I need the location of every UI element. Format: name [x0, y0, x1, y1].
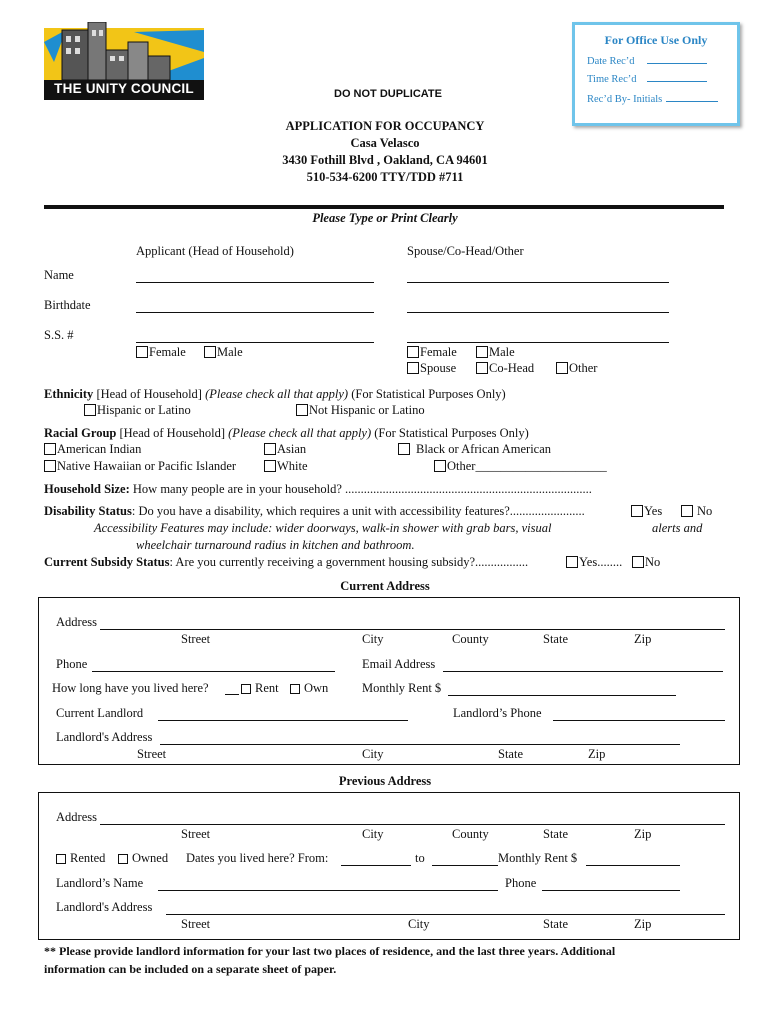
previous-landlord-street-caption: Street	[181, 917, 211, 931]
logo-text: THE UNITY COUNCIL	[54, 81, 194, 96]
ethnicity-qualifier: [Head of Household]	[96, 387, 202, 401]
checkbox[interactable]	[44, 460, 56, 472]
checkbox[interactable]	[632, 556, 644, 568]
current-address-heading: Current Address	[340, 579, 430, 593]
checkbox[interactable]	[681, 505, 693, 517]
household-size-label: Household Size:	[44, 482, 130, 496]
accessibility-note-line1b: alerts and	[652, 521, 703, 535]
asian-label: Asian	[277, 442, 307, 456]
yes-label: Yes	[644, 504, 663, 518]
office-time-label: Time Rec’d	[587, 74, 637, 85]
ethnicity-purpose: (For Statistical Purposes Only)	[351, 387, 506, 401]
subsidy-label: Current Subsidy Status	[44, 555, 170, 569]
office-time-field[interactable]	[587, 73, 707, 85]
checkbox[interactable]	[44, 443, 56, 455]
dates-from-field[interactable]	[341, 865, 411, 866]
other-label: Other	[569, 361, 598, 375]
applicant-column-header: Applicant (Head of Household)	[136, 244, 294, 258]
black-option[interactable]	[398, 442, 551, 457]
checkbox[interactable]	[434, 460, 446, 472]
current-monthly-rent-label: Monthly Rent $	[362, 681, 442, 695]
dates-to-field[interactable]	[432, 865, 498, 866]
previous-landlord-state-caption: State	[543, 917, 568, 931]
checkbox[interactable]	[204, 346, 216, 358]
instruction: Please Type or Print Clearly	[312, 211, 458, 225]
spouse-name-field[interactable]	[407, 282, 669, 283]
previous-phone-field[interactable]	[542, 890, 680, 891]
landlord-state-caption: State	[498, 747, 523, 761]
ss-label: S.S. #	[44, 328, 74, 342]
racial-label: Racial Group	[44, 426, 117, 440]
dates-to-label: to	[415, 851, 425, 865]
cohead-label: Co-Head	[489, 361, 535, 375]
male-label: Male	[489, 345, 515, 359]
other-option[interactable]	[556, 361, 597, 376]
racial-qualifier: [Head of Household]	[119, 426, 226, 440]
office-initials-field[interactable]	[587, 93, 718, 105]
previous-landlord-city-caption: City	[408, 917, 430, 931]
checkbox[interactable]	[136, 346, 148, 358]
previous-address-field[interactable]	[100, 824, 725, 825]
white-label: White	[277, 459, 308, 473]
how-long-label: How long have you lived here?	[52, 681, 209, 695]
checkbox[interactable]	[476, 346, 488, 358]
accessibility-note-line1: Accessibility Features may include: wider doorways, walk-in shower with grab bars, visual	[94, 521, 552, 535]
checkbox[interactable]	[476, 362, 488, 374]
checkbox[interactable]	[398, 443, 410, 455]
female-label: Female	[420, 345, 457, 359]
checkbox[interactable]	[556, 362, 568, 374]
previous-state-caption: State	[543, 827, 568, 841]
landlord-street-caption: Street	[137, 747, 167, 761]
disability-yes-option[interactable]	[631, 504, 662, 519]
previous-street-caption: Street	[181, 827, 211, 841]
current-rent-option[interactable]	[241, 681, 279, 696]
previous-phone-label: Phone	[505, 876, 537, 890]
landlord-zip-caption: Zip	[588, 747, 606, 761]
spouse-label: Spouse	[420, 361, 457, 375]
office-date-field[interactable]	[587, 55, 707, 67]
previous-landlord-address-label: Landlord's Address	[56, 900, 153, 914]
pacific-islander-option[interactable]	[44, 459, 236, 474]
previous-zip-caption: Zip	[634, 827, 652, 841]
office-use-box	[572, 22, 740, 126]
disability-row	[44, 504, 585, 519]
checkbox[interactable]	[241, 684, 251, 694]
checkbox[interactable]	[566, 556, 578, 568]
spouse-ss-field[interactable]	[407, 342, 669, 343]
black-label: Black or African American	[416, 442, 552, 456]
name-label: Name	[44, 268, 74, 282]
office-use-title: For Office Use Only	[604, 33, 708, 47]
white-option[interactable]	[264, 459, 308, 474]
american-indian-option[interactable]	[44, 442, 141, 457]
current-email-label: Email Address	[362, 657, 436, 671]
not-hispanic-option[interactable]	[296, 403, 425, 418]
checkbox[interactable]	[84, 404, 96, 416]
cohead-option[interactable]	[476, 361, 534, 376]
header-divider	[44, 205, 724, 209]
how-long-field[interactable]	[225, 694, 239, 695]
subsidy-no-option[interactable]	[632, 555, 660, 570]
previous-landlord-name-label: Landlord’s Name	[56, 876, 144, 890]
current-county-caption: County	[452, 632, 489, 646]
form-title: APPLICATION FOR OCCUPANCY	[285, 119, 485, 133]
race-other-option[interactable]	[434, 459, 607, 474]
current-state-caption: State	[543, 632, 568, 646]
property-address: 3430 Fothill Blvd , Oakland, CA 94601	[282, 153, 488, 167]
accessibility-note-line2: wheelchair turnaround radius in kitchen and bathroom.	[136, 538, 415, 552]
landlord-address-field[interactable]	[160, 744, 680, 745]
current-own-option[interactable]	[290, 681, 328, 696]
spouse-birthdate-field[interactable]	[407, 312, 669, 313]
ethnicity-label: Ethnicity	[44, 387, 94, 401]
previous-monthly-rent-label: Monthly Rent $	[498, 851, 578, 865]
landlord-phone-label: Landlord’s Phone	[453, 706, 542, 720]
previous-owned-option[interactable]	[118, 851, 168, 866]
checkbox[interactable]	[407, 362, 419, 374]
property-phone: 510-534-6200 TTY/TDD #711	[306, 170, 464, 184]
checkbox[interactable]	[290, 684, 300, 694]
hispanic-label: Hispanic or Latino	[97, 403, 191, 417]
asian-option[interactable]	[264, 442, 306, 457]
racial-purpose: (For Statistical Purposes Only)	[374, 426, 529, 440]
female-label: Female	[149, 345, 186, 359]
rent-label: Rent	[255, 681, 279, 695]
current-landlord-label: Current Landlord	[56, 706, 144, 720]
no-label: No	[645, 555, 661, 569]
spouse-option[interactable]	[407, 361, 456, 376]
household-size-question: How many people are in your household? ...............................................................................	[132, 482, 592, 496]
current-landlord-field[interactable]	[158, 720, 408, 721]
previous-city-caption: City	[362, 827, 384, 841]
landlord-phone-field[interactable]	[553, 720, 725, 721]
no-label: No	[697, 504, 713, 518]
household-size-row[interactable]	[44, 482, 592, 497]
pacific-islander-label: Native Hawaiian or Pacific Islander	[57, 459, 237, 473]
checkbox[interactable]	[118, 854, 128, 864]
owned-label: Owned	[132, 851, 169, 865]
spouse-female-option[interactable]	[407, 345, 457, 360]
not-hispanic-label: Not Hispanic or Latino	[309, 403, 425, 417]
previous-county-caption: County	[452, 827, 489, 841]
checkbox[interactable]	[296, 404, 308, 416]
checkbox[interactable]	[631, 505, 643, 517]
hispanic-option[interactable]	[84, 403, 191, 418]
current-phone-field[interactable]	[92, 671, 335, 672]
current-phone-label: Phone	[56, 657, 88, 671]
checkbox[interactable]	[407, 346, 419, 358]
previous-address-heading: Previous Address	[338, 774, 432, 788]
previous-landlord-address-field[interactable]	[166, 914, 725, 915]
applicant-ss-field[interactable]	[136, 342, 374, 343]
disability-question: : Do you have a disability, which requires a unit with accessibility features?........................	[131, 504, 585, 518]
current-address-label: Address	[56, 615, 97, 629]
dates-lived-label: Dates you lived here? From:	[186, 851, 329, 865]
landlord-address-label: Landlord's Address	[56, 730, 153, 744]
office-initials-label: Rec’d By- Initials	[587, 94, 663, 105]
race-other-label: Other_____________________	[447, 459, 607, 473]
previous-address-label: Address	[56, 810, 97, 824]
applicant-female-option[interactable]	[136, 345, 186, 360]
current-zip-caption: Zip	[634, 632, 652, 646]
yes-label: Yes........	[579, 555, 623, 569]
footer-note-line1: ** Please provide landlord information for your last two places of residence, and the last three years. Additional	[44, 944, 616, 958]
rented-label: Rented	[70, 851, 106, 865]
current-street-caption: Street	[181, 632, 211, 646]
previous-landlord-name-field[interactable]	[158, 890, 498, 891]
own-label: Own	[304, 681, 329, 695]
current-city-caption: City	[362, 632, 384, 646]
american-indian-label: American Indian	[57, 442, 142, 456]
checkbox[interactable]	[56, 854, 66, 864]
landlord-city-caption: City	[362, 747, 384, 761]
male-label: Male	[217, 345, 243, 359]
ethnicity-hint: (Please check all that apply)	[205, 387, 349, 401]
subsidy-question: : Are you currently receiving a government housing subsidy?.................	[169, 555, 529, 569]
property-name: Casa Velasco	[350, 136, 420, 150]
current-monthly-rent-field[interactable]	[448, 695, 676, 696]
ethnicity-heading	[44, 387, 506, 402]
subsidy-row	[44, 555, 528, 570]
current-email-field[interactable]	[443, 671, 723, 672]
applicant-male-option[interactable]	[204, 345, 243, 360]
previous-rented-option[interactable]	[56, 851, 105, 866]
unity-council-logo	[44, 22, 204, 100]
spouse-column-header: Spouse/Co-Head/Other	[407, 244, 524, 258]
current-address-field[interactable]	[100, 629, 725, 630]
subsidy-yes-option[interactable]	[566, 555, 622, 570]
checkbox[interactable]	[264, 443, 276, 455]
previous-landlord-zip-caption: Zip	[634, 917, 652, 931]
racial-heading	[44, 426, 529, 441]
applicant-birthdate-field[interactable]	[136, 312, 374, 313]
racial-hint: (Please check all that apply)	[228, 426, 372, 440]
previous-monthly-rent-field[interactable]	[586, 865, 680, 866]
checkbox[interactable]	[264, 460, 276, 472]
birthdate-label: Birthdate	[44, 298, 91, 312]
do-not-duplicate: DO NOT DUPLICATE	[334, 88, 442, 100]
spouse-male-option[interactable]	[476, 345, 515, 360]
office-date-label: Date Rec’d	[587, 56, 635, 67]
disability-no-option[interactable]	[681, 504, 712, 519]
footer-note-line2: information can be included on a separate sheet of paper.	[44, 962, 337, 976]
disability-label: Disability Status	[44, 504, 132, 518]
applicant-name-field[interactable]	[136, 282, 374, 283]
